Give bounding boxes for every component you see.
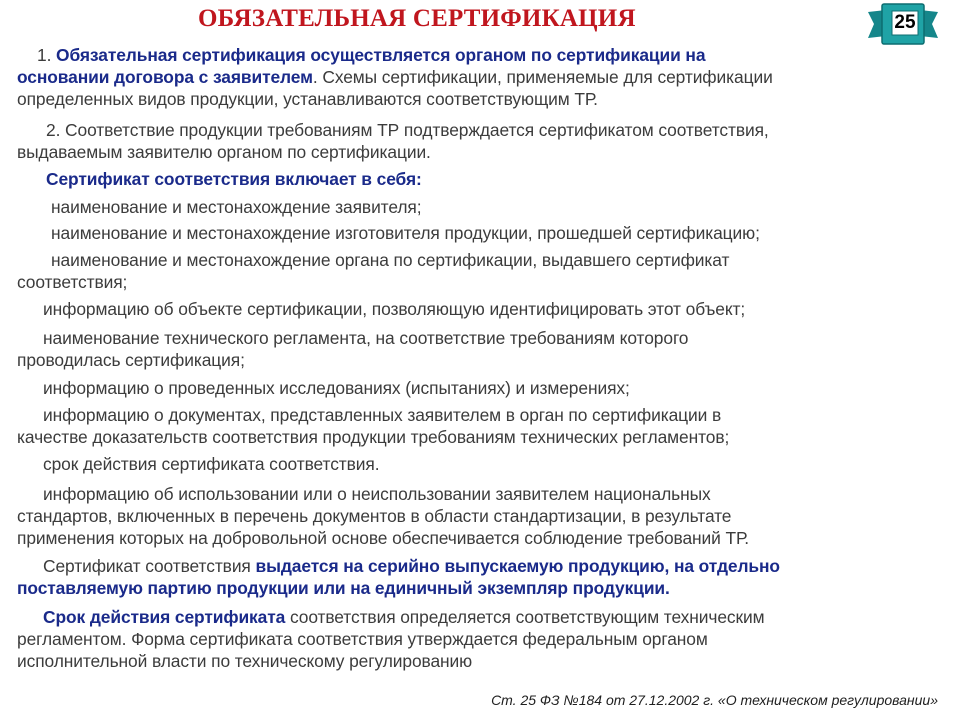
issue-bold-2: поставляемую партию продукции или на единичный экземпляр продукции. — [17, 578, 670, 598]
list-item: срок действия сертификата соответствия. — [43, 454, 380, 474]
p1-bold-2: основании договора с заявителем — [17, 67, 313, 87]
list-item: наименование технического регламента, на соответствие требованиям которого проводилась сертификация; — [17, 328, 689, 370]
p2-line-1: 2. Соответствие продукции требованиям ТР подтверждается сертификатом соответствия, — [46, 120, 769, 140]
issue-bold-1: выдается на серийно выпускаемую продукцию, на отдельно — [255, 556, 780, 576]
slide-number-badge — [868, 2, 938, 48]
list-item: наименование и местонахождение органа по сертификации, выдавшего сертификат соответствия; — [17, 250, 730, 292]
paragraph-2 — [17, 119, 953, 163]
footer-citation: Ст. 25 ФЗ №184 от 27.12.2002 г. «О техническом регулировании» — [491, 692, 938, 708]
includes-heading: Сертификат соответствия включает в себя: — [46, 169, 422, 189]
issue-paragraph — [17, 555, 953, 599]
list-item: наименование и местонахождение заявителя; — [51, 197, 422, 217]
p1-rest: . Схемы сертификации, применяемые для сертификации — [312, 67, 773, 87]
validity-rest: соответствия определяется соответствующим техническим — [285, 607, 765, 627]
list-item: информацию о проведенных исследованиях (испытаниях) и измерениях; — [43, 378, 630, 398]
validity-line-3: исполнительной власти по техническому регулированию — [17, 651, 473, 671]
list-item: информацию об использовании или о неиспользовании заявителем национальных стандартов, включенных в перечень документов в области стандартизации, в результате применения которых на добровольной основе обеспечивается соблюдение требований ТР. — [17, 484, 749, 548]
list-item: наименование и местонахождение изготовителя продукции, прошедшей сертификацию; — [51, 223, 760, 243]
p2-line-2: выдаваемым заявителю органом по сертификации. — [17, 142, 431, 162]
issue-lead: Сертификат соответствия — [43, 556, 256, 576]
validity-line-2: регламентом. Форма сертификата соответствия утверждается федеральным органом — [17, 629, 708, 649]
p1-line-3: определенных видов продукции, устанавливаются соответствующим ТР. — [17, 89, 598, 109]
list-item: информацию о документах, представленных заявителем в орган по сертификации в качестве доказательств соответствия продукции требованиям технических регламентов; — [17, 405, 730, 447]
validity-paragraph — [17, 606, 953, 672]
list-item: информацию об объекте сертификации, позволяющую идентифицировать этот объект; — [43, 299, 746, 319]
validity-bold: Срок действия сертификата — [43, 607, 286, 627]
slide-number: 25 — [894, 12, 916, 33]
p1-number: 1. — [37, 45, 57, 65]
slide-title: ОБЯЗАТЕЛЬНАЯ СЕРТИФИКАЦИЯ — [198, 5, 636, 32]
paragraph-1 — [17, 44, 953, 110]
p1-bold: Обязательная сертификация осуществляется органом по сертификации на — [56, 45, 706, 65]
